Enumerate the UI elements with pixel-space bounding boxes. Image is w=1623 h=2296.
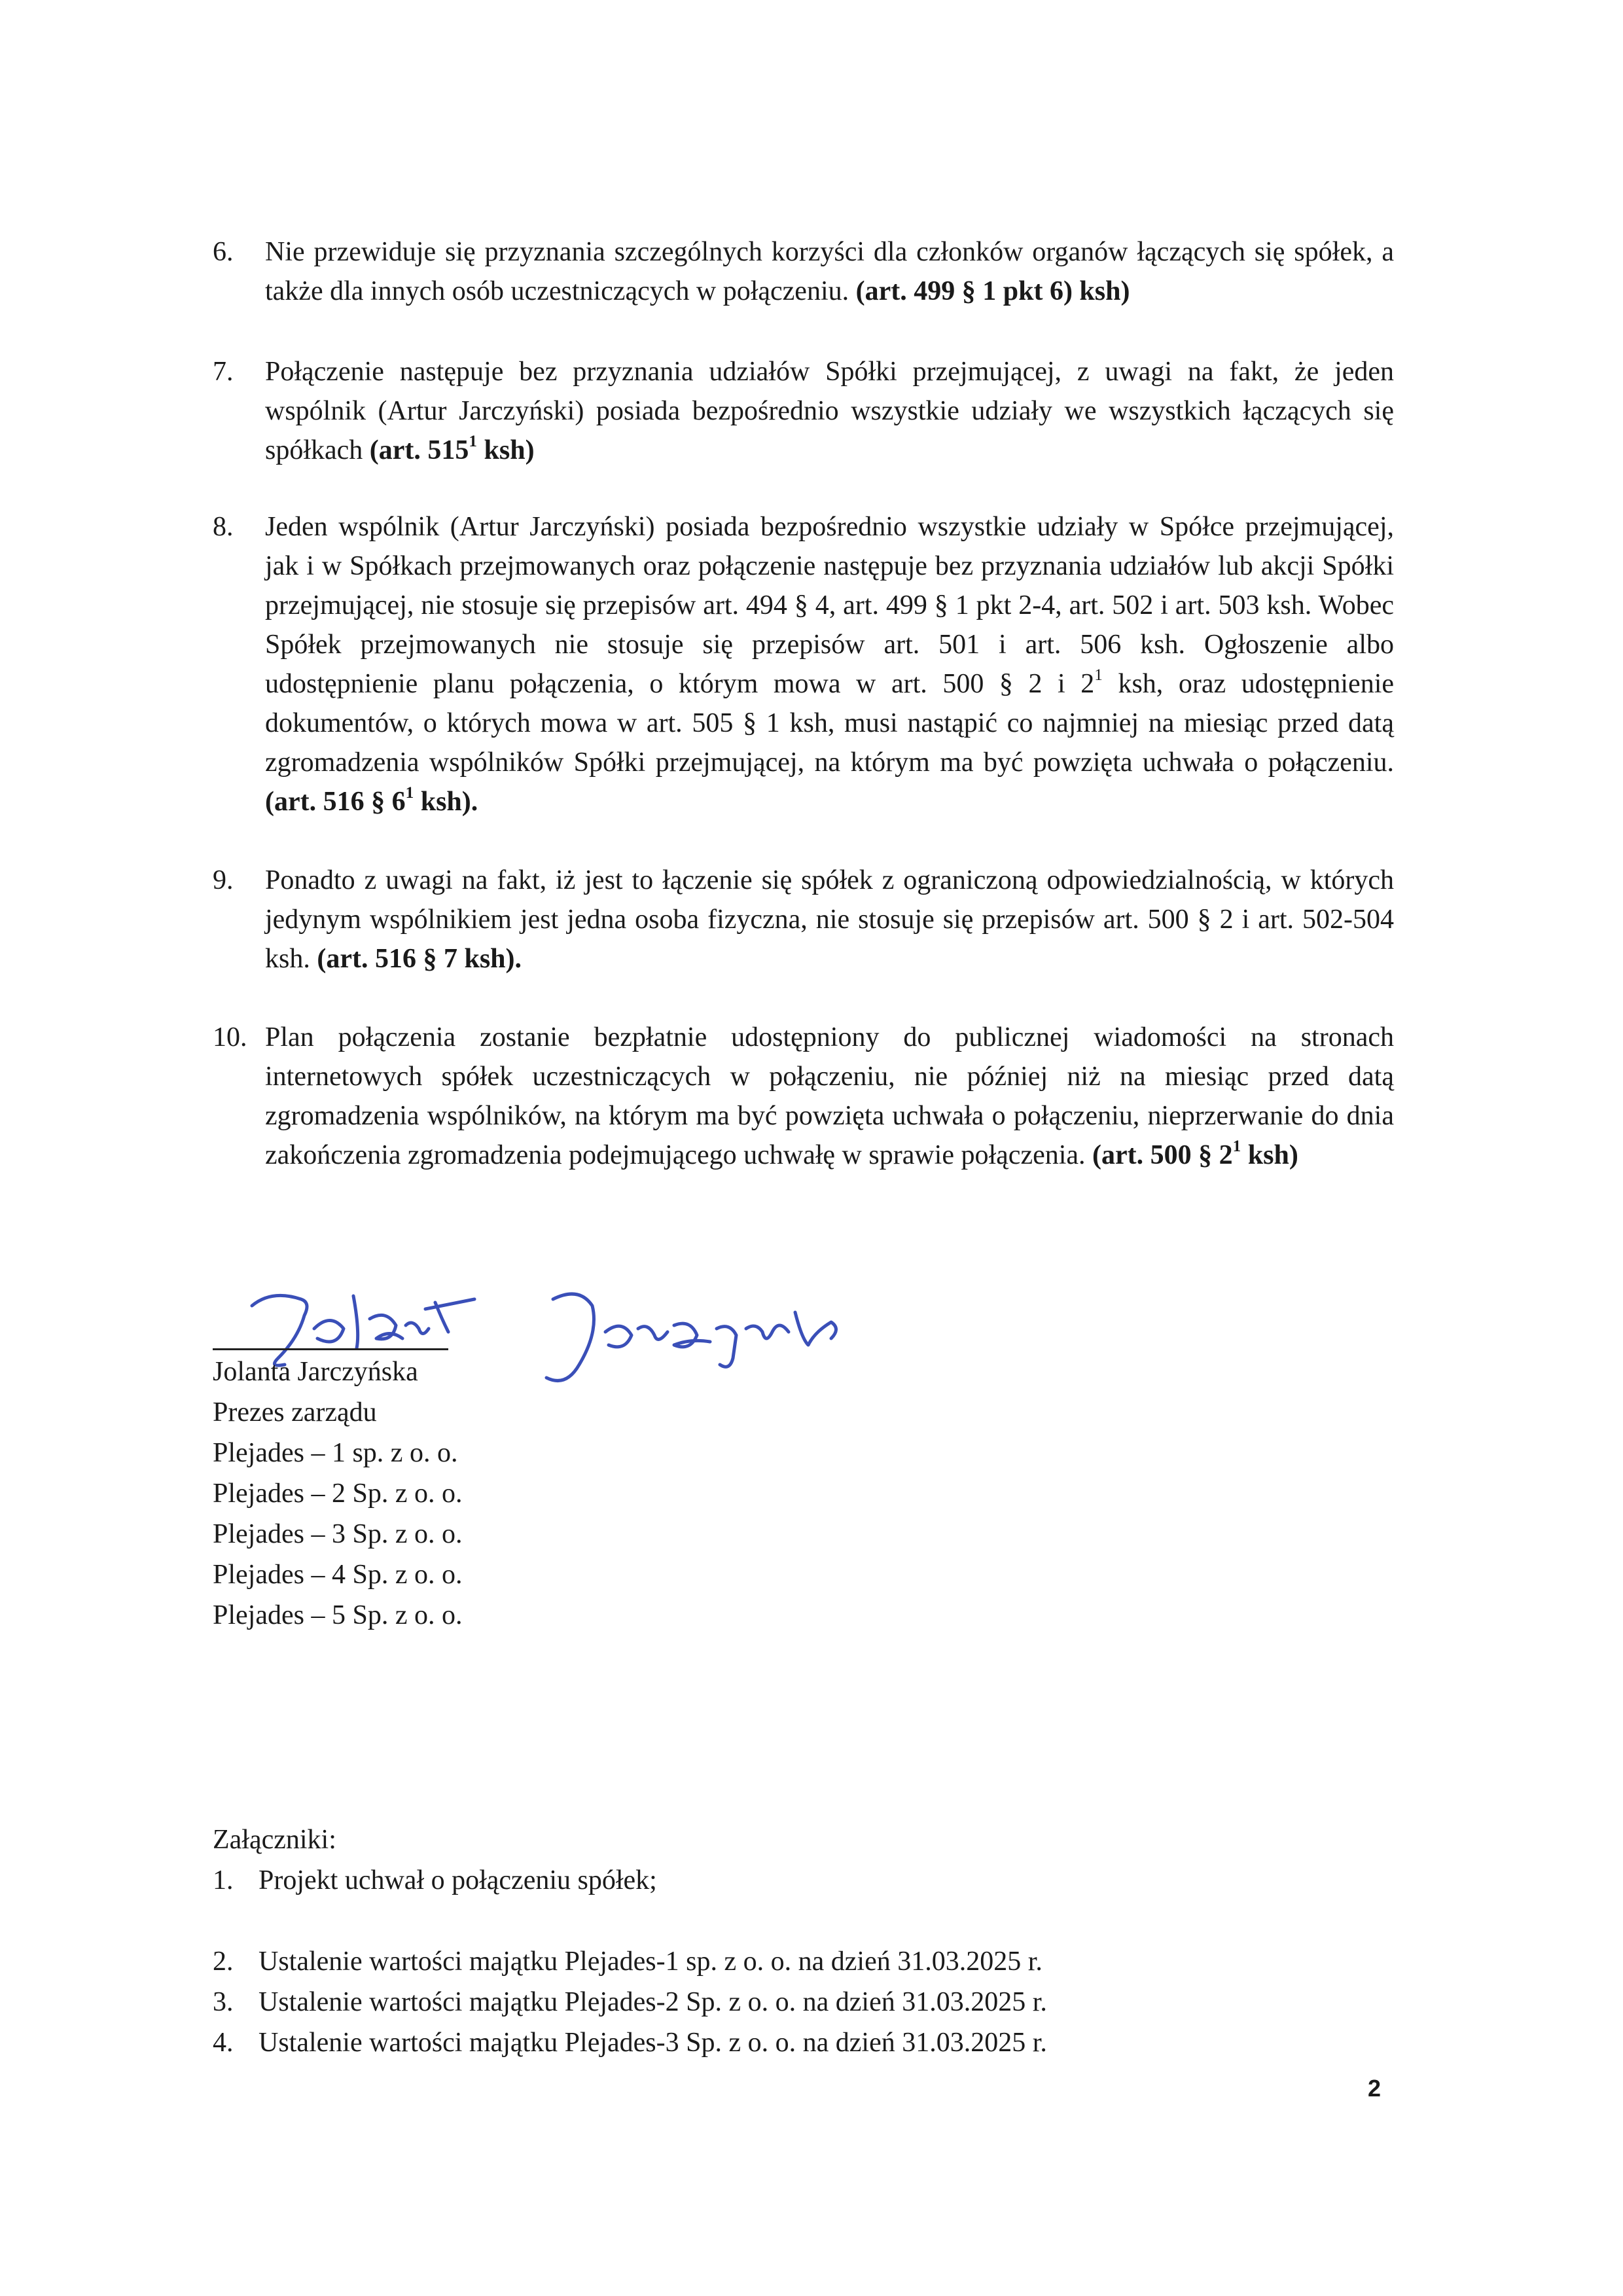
item-text: Jeden wspólnik (Artur Jarczyński) posiada bezpośrednio wszystkie udziały w Spółce przejmującej, jak i w Spółkach przejmowanych oraz połączenie następuje bez przyznania udziałów lub akcji Spółki przejmującej, nie stosuje się przepisów art. 494 § 4, art. 499 § 1 pkt 2-4, art. 502 i art. 503 ksh. Wobec Spółek przejmowanych nie stosuje się przepisów art. 501 i art. 506 ksh. Ogłoszenie albo udostępnienie planu połączenia, o którym mowa w art. 500 § 2 i $2^1$ ksh, oraz udostępnienie dokumentów, o których mowa w art. 505 § 1 ksh, musi nastąpić co najmniej na miesiąc przed datą zgromadzenia wspólników Spółki przejmującej, na którym ma być powzięta uchwała o połączeniu. (art. 516 § $6^1$ ksh). xyxy=(265,512,1395,817)
attachment-item: 1. Projekt uchwał o połączeniu spółek; xyxy=(213,1865,657,1895)
signature-line xyxy=(213,1348,448,1350)
list-item xyxy=(213,232,1394,311)
item-number: 10. xyxy=(213,1022,247,1052)
item-number: 8. xyxy=(213,512,234,542)
item-text: Ponadto z uwagi na fakt, iż jest to łączenie się spółek z ograniczoną odpowiedzialnością, w których jedynym wspólnikiem jest jedna osoba fizyczna, nie stosuje się przepisów art. 500 § 2 i art. 502-504 ksh. (art. 516 § 7 ksh). xyxy=(265,865,1394,974)
attachments-heading: Załączniki: xyxy=(213,1825,336,1855)
company-line: Plejades – 3 Sp. z o. o. xyxy=(213,1519,463,1549)
legal-reference: (art. 500 § $2^1$ ksh) xyxy=(1092,1138,1298,1170)
attachment-item: 4. Ustalenie wartości majątku Plejades-3 Sp. z o. o. na dzień 31.03.2025 r. xyxy=(213,2028,1047,2058)
company-line: Plejades – 4 Sp. z o. o. xyxy=(213,1560,463,1590)
attachment-item: 3. Ustalenie wartości majątku Plejades-2 Sp. z o. o. na dzień 31.03.2025 r. xyxy=(213,1987,1047,2017)
legal-reference: (art. 516 § 7 ksh). xyxy=(317,944,522,974)
page-number: 2 xyxy=(1367,2075,1381,2102)
attachment-item: 2. Ustalenie wartości majątku Plejades-1 sp. z o. o. na dzień 31.03.2025 r. xyxy=(213,1946,1043,1977)
item-text: Połączenie następuje bez przyznania udziałów Spółki przejmującej, z uwagi na fakt, że jeden wspólnik (Artur Jarczyński) posiada bezpośrednio wszystkie udziały we wszystkich łączących się spółkach (art. $515^1$ ksh) xyxy=(265,357,1394,465)
legal-reference: (art. 516 § $6^1$ ksh). xyxy=(265,784,478,817)
item-number: 9. xyxy=(213,865,234,895)
item-number: 7. xyxy=(213,357,234,387)
item-number: 6. xyxy=(213,237,234,267)
list-item xyxy=(213,352,1394,470)
signatory-name: Jolanta Jarczyńska xyxy=(213,1357,418,1387)
signatory-role: Prezes zarządu xyxy=(213,1397,377,1427)
item-text: Plan połączenia zostanie bezpłatnie udostępniony do publicznej wiadomości na stronach internetowych spółek uczestniczących w połączeniu, nie później niż na miesiąc przed datą zgromadzenia wspólników, na którym ma być powzięta uchwała o połączeniu, nieprzerwanie do dnia zakończenia zgromadzenia podejmującego uchwałę w sprawie połączenia. (art. 500 § $2^1$ ksh) xyxy=(265,1022,1394,1170)
list-item xyxy=(213,507,1394,821)
list-item xyxy=(213,861,1394,978)
company-line: Plejades – 5 Sp. z o. o. xyxy=(213,1600,463,1630)
item-text: Nie przewiduje się przyznania szczególnych korzyści dla członków organów łączących się spółek, a także dla innych osób uczestniczących w połączeniu. (art. 499 § 1 pkt 6) ksh) xyxy=(265,237,1394,306)
signatory-details xyxy=(213,1352,462,1636)
company-line: Plejades – 1 sp. z o. o. xyxy=(213,1438,458,1468)
legal-reference: (art. $515^1$ ksh) xyxy=(369,433,535,465)
legal-reference: (art. 499 § 1 pkt 6) ksh) xyxy=(855,276,1130,306)
attachments-section xyxy=(213,1820,1391,2063)
company-line: Plejades – 2 Sp. z o. o. xyxy=(213,1479,463,1509)
list-item xyxy=(213,1018,1394,1175)
